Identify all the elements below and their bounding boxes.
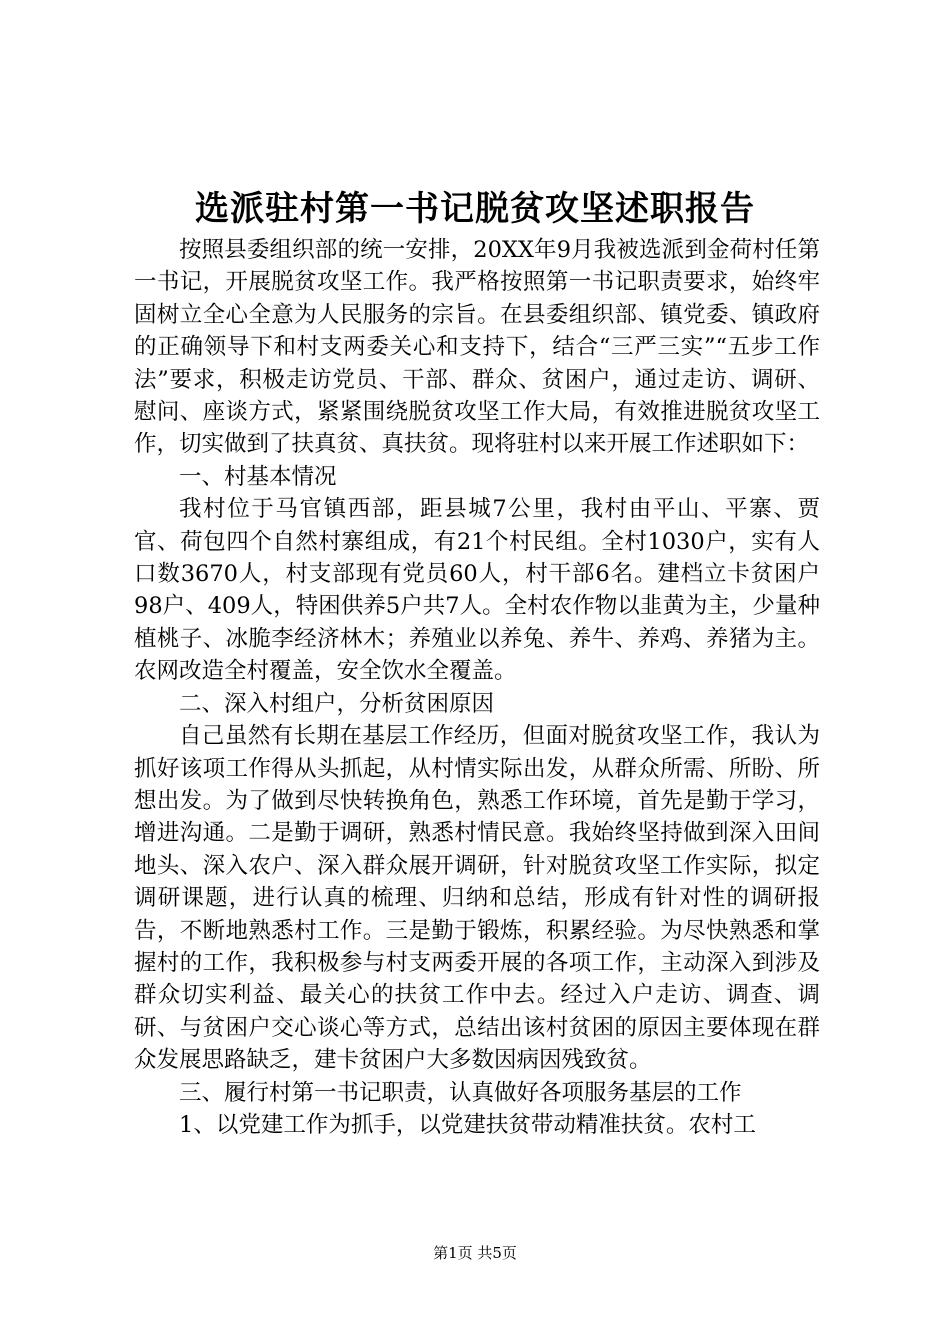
section-heading-2: 二、深入村组户，分析贫困原因 xyxy=(179,690,495,717)
paragraph-party-building: 1、以党建工作为抓手，以党建扶贫带动精准扶贫。农村工 xyxy=(179,1111,756,1138)
document-body xyxy=(134,234,820,1141)
paragraph-poverty-analysis: 自己虽然有长期在基层工作经历，但面对脱贫攻坚工作，我认为抓好该项工作得从头抓起，从村情实际出发，从群众所需、所盼、所想出发。为了做到尽快转换角色，熟悉工作环境，首先是勤于学习，增进沟通。二是勤于调研，熟悉村情民意。我始终坚持做到深入田间地头、深入农户、深入群众展开调研，针对脱贫攻坚工作实际，拟定调研课题，进行认真的梳理、归纳和总结，形成有针对性的调研报告，不断地熟悉村工作。三是勤于锻炼，积累经验。为尽快熟悉和掌握村的工作，我积极参与村支两委开展的各项工作，主动深入到涉及群众切实利益、最关心的扶贫工作中去。经过入户走访、调查、调研、与贫困户交心谈心等方式，总结出该村贫困的原因主要体现在群众发展思路缺乏，建卡贫困户大多数因病因残致贫。 xyxy=(134,723,820,1074)
document-title: 选派驻村第一书记脱贫攻坚述职报告 xyxy=(195,189,755,229)
paragraph-village-info: 我村位于马官镇西部，距县城7公里，我村由平山、平寨、贾官、荷包四个自然村寨组成，有21个村民组。全村1030户，实有人口数3670人，村支部现有党员60人，村干部6名。建档立卡贫困户98户、409人，特困供养5户共7人。全村农作物以韭黄为主，少量种植桃子、冰脆李经济林木；养殖业以养兔、养牛、养鸡、养猪为主。农网改造全村覆盖，安全饮水全覆盖。 xyxy=(134,496,820,685)
section-heading-1: 一、村基本情况 xyxy=(179,463,337,490)
section-heading-3: 三、履行村第一书记职责，认真做好各项服务基层的工作 xyxy=(179,1079,742,1106)
page-footer: 第1页 共5页 xyxy=(433,1244,517,1262)
paragraph-intro: 按照县委组织部的统一安排，20XX年9月我被选派到金荷村任第一书记，开展脱贫攻坚工作。我严格按照第一书记职责要求，始终牢固树立全心全意为人民服务的宗旨。在县委组织部、镇党委、镇政府的正确领导下和村支两委关心和支持下，结合“三严三实”“五步工作法”要求，积极走访党员、干部、群众、贫困户，通过走访、调研、慰问、座谈方式，紧紧围绕脱贫攻坚工作大局，有效推进脱贫攻坚工作，切实做到了扶真贫、真扶贫。现将驻村以来开展工作述职如下： xyxy=(134,237,820,458)
